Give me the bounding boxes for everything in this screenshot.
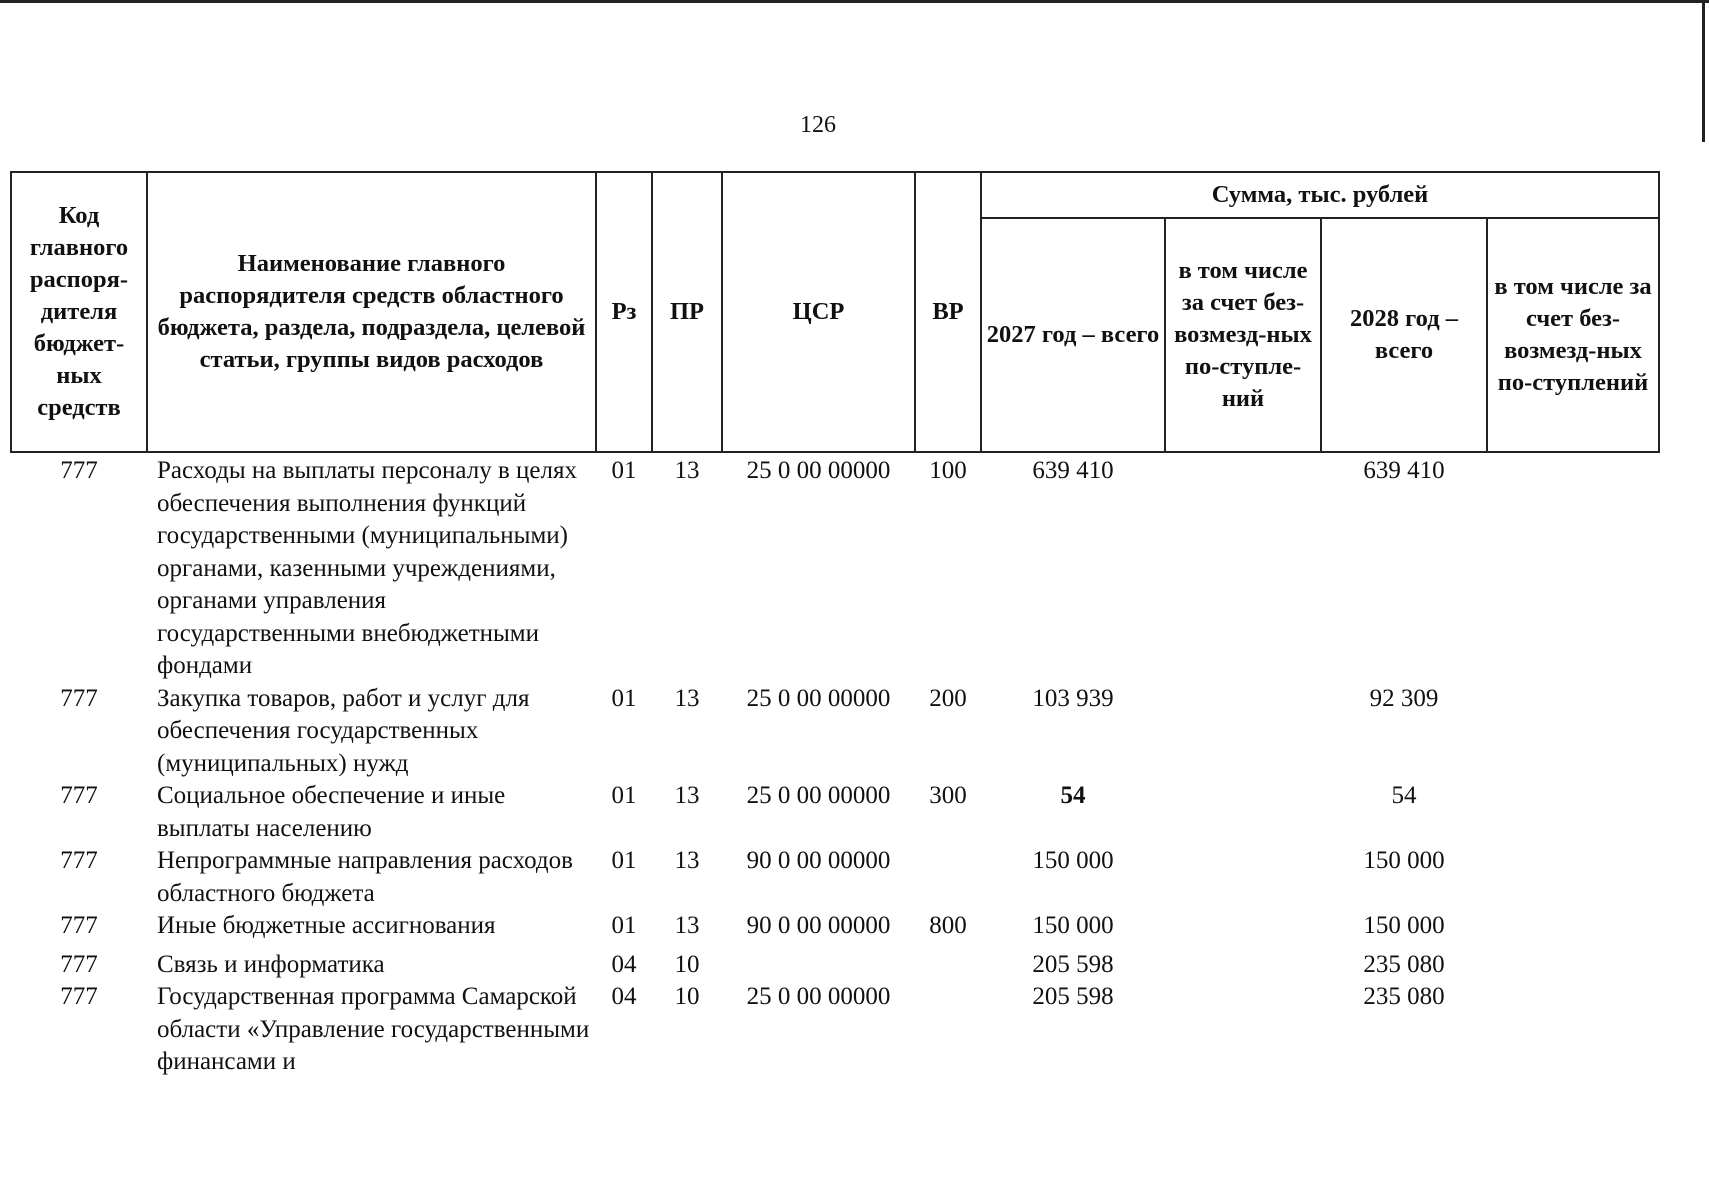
table-row	[11, 780, 1659, 845]
table-row	[11, 981, 1659, 1079]
cell-code: 777	[60, 912, 98, 939]
cell-2027-total: 103 939	[1032, 684, 1114, 712]
cell-csr: 25 0 00 00000	[746, 782, 891, 809]
cell-2027-free	[1165, 910, 1321, 943]
budget-table	[10, 171, 1660, 1079]
cell-code: 777	[60, 782, 98, 809]
cell-rz: 01	[611, 457, 637, 484]
cell-code: 777	[60, 847, 98, 874]
header-2027-total: 2027 год – всего	[981, 218, 1165, 452]
cell-csr: 25 0 00 00000	[746, 684, 891, 712]
cell-csr: 90 0 00 00000	[746, 847, 891, 874]
header-csr: ЦСР	[722, 172, 915, 452]
cell-pr: 13	[674, 912, 700, 939]
cell-name: Закупка товаров, работ и услуг для обеспечения государственных (муниципальных) нужд	[157, 684, 530, 777]
cell-code: 777	[60, 983, 98, 1010]
cell-rz: 01	[611, 782, 637, 809]
cell-vr: 200	[929, 684, 967, 712]
table-row	[11, 683, 1659, 781]
cell-2028-free	[1487, 981, 1659, 1079]
page-number: 126	[800, 112, 836, 138]
cell-name: Непрограммные направления расходов областного бюджета	[157, 847, 573, 907]
cell-2028-free	[1487, 683, 1659, 781]
cell-csr: 90 0 00 00000	[746, 912, 891, 939]
cell-2027-total: 205 598	[1032, 983, 1114, 1010]
cell-2028-free	[1487, 452, 1659, 683]
cell-pr: 13	[674, 847, 700, 874]
right-edge-rule	[1702, 0, 1705, 142]
cell-2028-total: 235 080	[1363, 983, 1445, 1010]
cell-rz: 04	[611, 983, 637, 1010]
table-body	[11, 452, 1659, 1079]
table-row	[11, 943, 1659, 982]
cell-name: Государственная программа Самарской области «Управление государственными финансами и	[157, 983, 590, 1075]
cell-2028-free	[1487, 845, 1659, 910]
cell-rz: 01	[611, 847, 637, 874]
cell-pr: 13	[674, 782, 700, 809]
cell-csr: 25 0 00 00000	[746, 457, 891, 484]
cell-2028-total: 92 309	[1369, 684, 1439, 712]
cell-rz: 01	[611, 684, 637, 712]
cell-2028-total: 150 000	[1363, 912, 1445, 939]
cell-vr: 300	[929, 782, 967, 809]
table-row	[11, 845, 1659, 910]
table-row	[11, 452, 1659, 683]
header-2028-free: в том числе за счет без-возмезд-ных по-ступлений	[1487, 218, 1659, 452]
cell-2028-free	[1487, 943, 1659, 982]
cell-name: Связь и информатика	[157, 950, 385, 978]
header-sum-group: Сумма, тыс. рублей	[981, 172, 1659, 218]
cell-rz: 01	[611, 912, 637, 939]
cell-name: Расходы на выплаты персоналу в целях обеспечения выполнения функций государственными (муниципальными) органами, казенными учреждениями, органами управления государственными внебюджетными фондами	[157, 457, 577, 679]
cell-2027-total: 150 000	[1032, 912, 1114, 939]
cell-2027-free	[1165, 981, 1321, 1079]
header-pr: ПР	[652, 172, 722, 452]
cell-name: Иные бюджетные ассигнования	[157, 912, 496, 939]
cell-2027-free	[1165, 683, 1321, 781]
cell-2027-total: 205 598	[1032, 950, 1114, 978]
cell-pr: 13	[674, 684, 700, 712]
cell-2027-free	[1165, 943, 1321, 982]
cell-2027-free	[1165, 452, 1321, 683]
cell-2028-free	[1487, 780, 1659, 845]
header-code: Код главного распоря-дителя бюджет-ных средств	[11, 172, 147, 452]
cell-2027-total: 54	[1060, 782, 1086, 809]
cell-pr: 10	[674, 950, 700, 978]
cell-2027-free	[1165, 845, 1321, 910]
cell-pr: 13	[674, 457, 700, 484]
cell-2028-total: 54	[1391, 782, 1417, 809]
table-header	[11, 172, 1659, 452]
cell-csr: 25 0 00 00000	[746, 983, 891, 1010]
header-vr: ВР	[915, 172, 981, 452]
cell-rz: 04	[611, 950, 637, 978]
header-rz: Рз	[596, 172, 652, 452]
cell-2027-total: 639 410	[1032, 457, 1114, 484]
cell-code: 777	[60, 457, 98, 484]
header-2027-free: в том числе за счет без-возмезд-ных по-ступле-ний	[1165, 218, 1321, 452]
cell-pr: 10	[674, 983, 700, 1010]
header-2028-total: 2028 год – всего	[1321, 218, 1487, 452]
cell-2028-total: 235 080	[1363, 950, 1445, 978]
cell-vr	[915, 845, 981, 910]
cell-vr	[915, 943, 981, 982]
cell-2028-free	[1487, 910, 1659, 943]
cell-code: 777	[60, 950, 98, 978]
cell-code: 777	[60, 684, 98, 712]
cell-vr	[915, 981, 981, 1079]
cell-2028-total: 639 410	[1363, 457, 1445, 484]
cell-2027-free	[1165, 780, 1321, 845]
table-row	[11, 910, 1659, 943]
cell-vr: 800	[929, 912, 967, 939]
cell-name: Социальное обеспечение и иные выплаты населению	[157, 782, 506, 842]
cell-2027-total: 150 000	[1032, 847, 1114, 874]
cell-csr	[722, 943, 915, 982]
header-name: Наименование главного распорядителя средств областного бюджета, раздела, подраздела, целевой статьи, группы видов расходов	[147, 172, 596, 452]
top-rule	[0, 0, 1709, 3]
cell-2028-total: 150 000	[1363, 847, 1445, 874]
cell-vr: 100	[929, 457, 967, 484]
